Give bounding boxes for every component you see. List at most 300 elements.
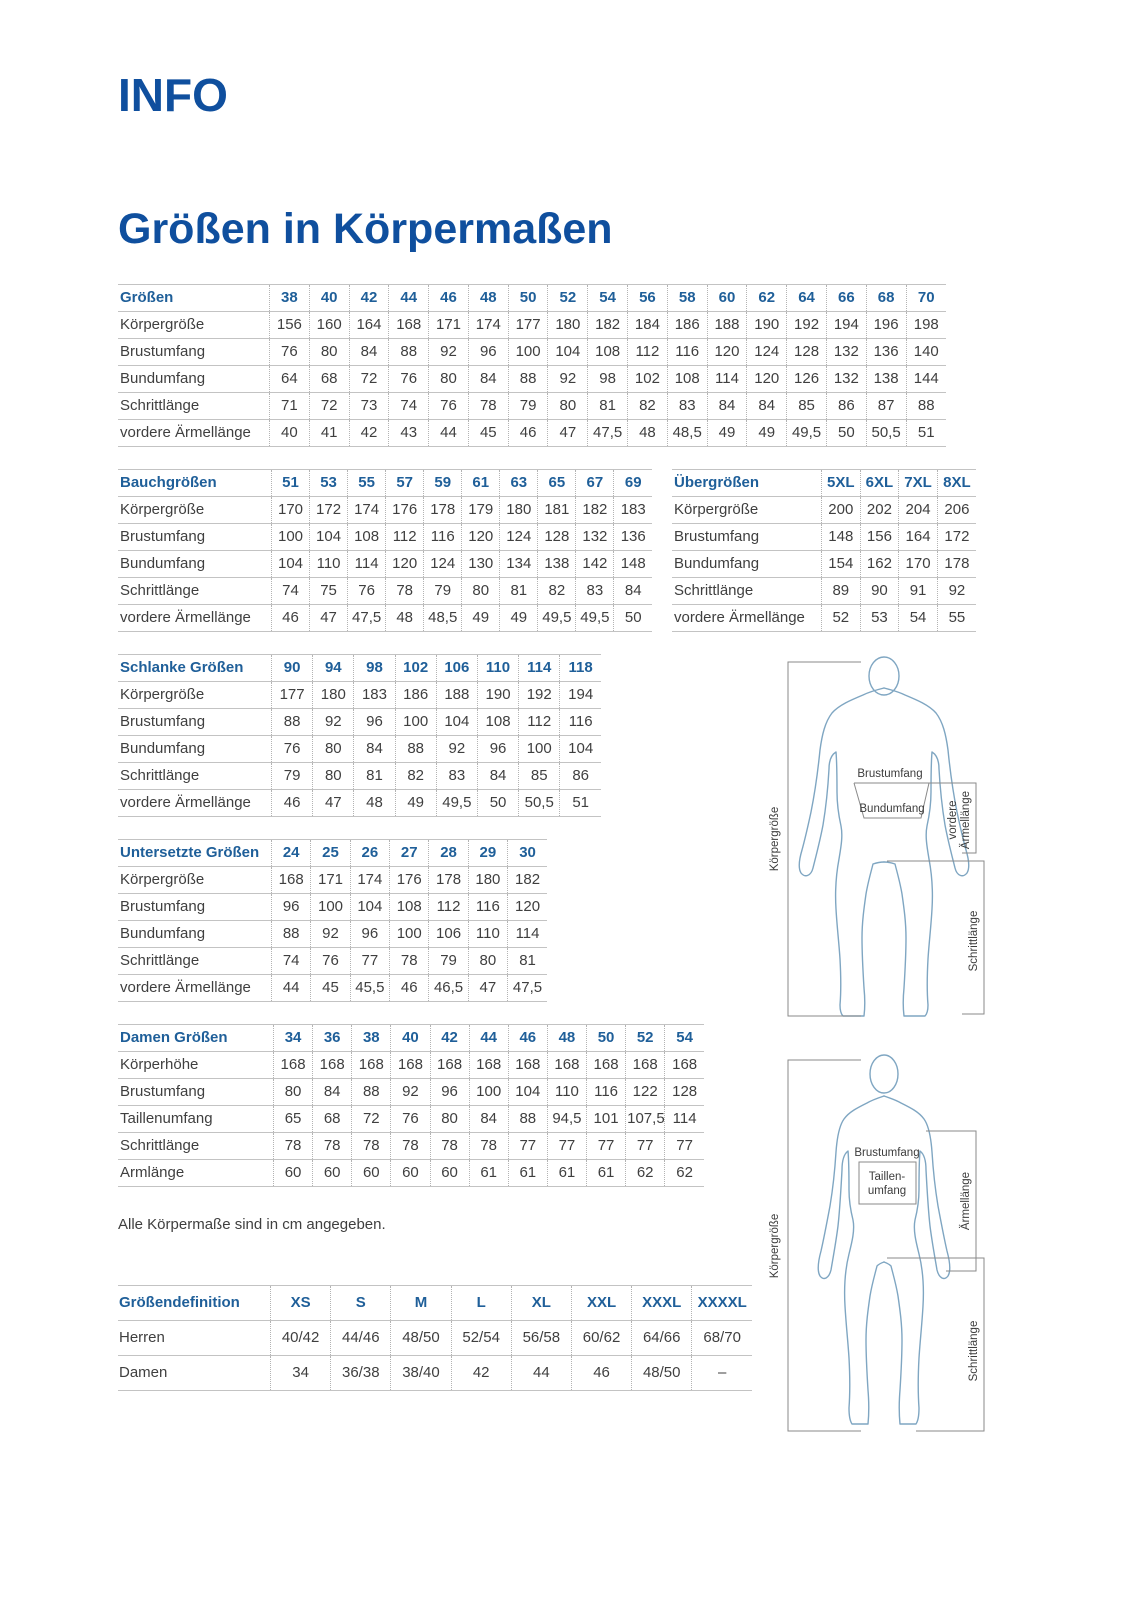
cell-value: 124 bbox=[747, 339, 787, 366]
cell-value: 75 bbox=[310, 578, 348, 605]
cell-value: 180 bbox=[468, 867, 507, 894]
cell-value: 62 bbox=[626, 1160, 665, 1187]
row-label: Körpergröße bbox=[118, 867, 272, 894]
cell-value: 107,5 bbox=[626, 1106, 665, 1133]
table-row bbox=[118, 551, 652, 578]
cell-value: 186 bbox=[395, 682, 436, 709]
cell-value: 47 bbox=[548, 420, 588, 447]
cell-value: 148 bbox=[614, 551, 652, 578]
taillenumfang-box bbox=[859, 1162, 916, 1204]
cell-value: 48 bbox=[386, 605, 424, 632]
cell-value: 76 bbox=[391, 1106, 430, 1133]
cell-value: 160 bbox=[309, 312, 349, 339]
cell-value: 48/50 bbox=[391, 1321, 451, 1356]
cell-value: 88 bbox=[906, 393, 946, 420]
cell-value: 154 bbox=[822, 551, 861, 578]
size-column-header: 106 bbox=[436, 655, 477, 682]
size-column-header: 40 bbox=[309, 285, 349, 312]
cell-value: 90 bbox=[860, 578, 899, 605]
row-label: Bundumfang bbox=[118, 736, 272, 763]
size-column-header: 69 bbox=[614, 470, 652, 497]
cell-value: 50 bbox=[477, 790, 518, 817]
row-label: vordere Ärmellänge bbox=[118, 420, 270, 447]
size-column-header: 58 bbox=[667, 285, 707, 312]
cell-value: 136 bbox=[866, 339, 906, 366]
cell-value: 96 bbox=[477, 736, 518, 763]
female-measure-lines bbox=[788, 1060, 984, 1431]
cell-value: 188 bbox=[707, 312, 747, 339]
cell-value: 168 bbox=[508, 1052, 547, 1079]
table-untersetzte-groessen bbox=[118, 839, 547, 1002]
taillenumfang-label-line2: umfang bbox=[867, 1185, 907, 1197]
cell-value: 47,5 bbox=[588, 420, 628, 447]
cell-value: 77 bbox=[350, 948, 389, 975]
cell-value: 60 bbox=[313, 1160, 352, 1187]
cell-value: 80 bbox=[468, 948, 507, 975]
cell-value: 48,5 bbox=[424, 605, 462, 632]
size-column-header: 25 bbox=[311, 840, 350, 867]
cell-value: 89 bbox=[822, 578, 861, 605]
cell-value: 178 bbox=[424, 497, 462, 524]
size-column-header: 40 bbox=[391, 1025, 430, 1052]
cell-value: 68 bbox=[313, 1106, 352, 1133]
cell-value: 88 bbox=[272, 709, 313, 736]
cell-value: 41 bbox=[309, 420, 349, 447]
cell-value: 177 bbox=[272, 682, 313, 709]
cell-value: 96 bbox=[350, 921, 389, 948]
cell-value: 104 bbox=[508, 1079, 547, 1106]
cell-value: 200 bbox=[822, 497, 861, 524]
cell-value: 92 bbox=[436, 736, 477, 763]
table-bauchgroessen bbox=[118, 469, 652, 632]
table-header-row bbox=[118, 1025, 704, 1052]
male-figure-diagram bbox=[766, 646, 996, 1018]
row-label: Taillenumfang bbox=[118, 1106, 274, 1133]
cell-value: 72 bbox=[309, 393, 349, 420]
cell-value: 77 bbox=[508, 1133, 547, 1160]
size-column-header: 55 bbox=[348, 470, 386, 497]
cell-value: 80 bbox=[430, 1106, 469, 1133]
cell-value: 196 bbox=[866, 312, 906, 339]
cell-value: 168 bbox=[547, 1052, 586, 1079]
cell-value: 64/66 bbox=[632, 1321, 692, 1356]
cell-value: 50,5 bbox=[866, 420, 906, 447]
cell-value: 87 bbox=[866, 393, 906, 420]
cell-value: 96 bbox=[272, 894, 311, 921]
cell-value: 74 bbox=[389, 393, 429, 420]
table-row bbox=[118, 921, 547, 948]
koerpergroesse-label: Körpergröße bbox=[769, 1213, 781, 1279]
size-column-header: 46 bbox=[429, 285, 469, 312]
brustumfang-label: Brustumfang bbox=[857, 768, 923, 780]
cell-value: 130 bbox=[462, 551, 500, 578]
cell-value: 108 bbox=[390, 894, 429, 921]
female-figure-outline bbox=[818, 1055, 950, 1424]
cell-value: 61 bbox=[508, 1160, 547, 1187]
table-title: Untersetzte Größen bbox=[118, 840, 272, 867]
table-row bbox=[672, 605, 976, 632]
table-title: Größen bbox=[118, 285, 270, 312]
size-column-header: 52 bbox=[626, 1025, 665, 1052]
size-column-header: 44 bbox=[469, 1025, 508, 1052]
cell-value: 104 bbox=[272, 551, 310, 578]
cell-value: 61 bbox=[587, 1160, 626, 1187]
row-label: Damen bbox=[118, 1356, 271, 1391]
size-column-header: S bbox=[331, 1286, 391, 1321]
table-row bbox=[118, 420, 946, 447]
cell-value: 54 bbox=[899, 605, 938, 632]
size-column-header: 98 bbox=[354, 655, 395, 682]
cell-value: 44 bbox=[272, 975, 311, 1002]
cell-value: 76 bbox=[311, 948, 350, 975]
size-column-header: 48 bbox=[547, 1025, 586, 1052]
cell-value: 48 bbox=[628, 420, 668, 447]
cell-value: 168 bbox=[313, 1052, 352, 1079]
cell-value: 78 bbox=[313, 1133, 352, 1160]
page-title: Größen in Körpermaßen bbox=[118, 205, 613, 253]
cell-value: 48/50 bbox=[632, 1356, 692, 1391]
cell-value: 116 bbox=[587, 1079, 626, 1106]
cell-value: 114 bbox=[348, 551, 386, 578]
table-row bbox=[118, 736, 601, 763]
brustumfang-label: Brustumfang bbox=[854, 1147, 920, 1159]
size-column-header: 54 bbox=[665, 1025, 704, 1052]
cell-value: 49,5 bbox=[436, 790, 477, 817]
cell-value: 83 bbox=[667, 393, 707, 420]
cell-value: 116 bbox=[667, 339, 707, 366]
cell-value: 120 bbox=[707, 339, 747, 366]
cell-value: 124 bbox=[500, 524, 538, 551]
row-label: Schrittlänge bbox=[118, 763, 272, 790]
cell-value: 180 bbox=[548, 312, 588, 339]
table-row bbox=[118, 763, 601, 790]
table-header-row bbox=[118, 655, 601, 682]
cell-value: 81 bbox=[354, 763, 395, 790]
male-figure-outline bbox=[799, 657, 969, 1016]
cell-value: 192 bbox=[519, 682, 560, 709]
row-label: Bundumfang bbox=[672, 551, 822, 578]
table-row bbox=[118, 975, 547, 1002]
cell-value: 206 bbox=[937, 497, 976, 524]
size-column-header: 60 bbox=[707, 285, 747, 312]
cell-value: 50 bbox=[826, 420, 866, 447]
table-header-row bbox=[118, 840, 547, 867]
cell-value: 182 bbox=[588, 312, 628, 339]
table-header-row bbox=[118, 470, 652, 497]
table-title: Übergrößen bbox=[672, 470, 822, 497]
table-row bbox=[118, 709, 601, 736]
cell-value: 140 bbox=[906, 339, 946, 366]
table-row bbox=[118, 605, 652, 632]
cell-value: 98 bbox=[588, 366, 628, 393]
cell-value: 78 bbox=[274, 1133, 313, 1160]
units-note: Alle Körpermaße sind in cm angegeben. bbox=[118, 1216, 386, 1233]
size-column-header: 53 bbox=[310, 470, 348, 497]
cell-value: 112 bbox=[628, 339, 668, 366]
cell-value: 51 bbox=[906, 420, 946, 447]
table-row bbox=[672, 497, 976, 524]
cell-value: 120 bbox=[386, 551, 424, 578]
table-title: Größendefinition bbox=[118, 1286, 271, 1321]
cell-value: 45 bbox=[468, 420, 508, 447]
table-header-row bbox=[118, 285, 946, 312]
cell-value: 92 bbox=[937, 578, 976, 605]
cell-value: 168 bbox=[430, 1052, 469, 1079]
cell-value: 88 bbox=[395, 736, 436, 763]
cell-value: 181 bbox=[538, 497, 576, 524]
size-column-header: 42 bbox=[430, 1025, 469, 1052]
cell-value: 172 bbox=[937, 524, 976, 551]
table-schlanke-groessen bbox=[118, 654, 601, 817]
table-row bbox=[118, 894, 547, 921]
cell-value: 174 bbox=[468, 312, 508, 339]
cell-value: 38/40 bbox=[391, 1356, 451, 1391]
cell-value: 84 bbox=[354, 736, 395, 763]
cell-value: 92 bbox=[311, 921, 350, 948]
female-figure-diagram bbox=[766, 1046, 996, 1438]
cell-value: 162 bbox=[860, 551, 899, 578]
cell-value: 84 bbox=[747, 393, 787, 420]
cell-value: 110 bbox=[310, 551, 348, 578]
cell-value: 184 bbox=[628, 312, 668, 339]
aermellaenge-label: Ärmellänge bbox=[960, 1171, 972, 1231]
row-label: Schrittlänge bbox=[118, 1133, 274, 1160]
cell-value: 44 bbox=[429, 420, 469, 447]
row-label: Bundumfang bbox=[118, 551, 272, 578]
size-column-header: 59 bbox=[424, 470, 462, 497]
cell-value: 76 bbox=[429, 393, 469, 420]
cell-value: 114 bbox=[707, 366, 747, 393]
measurement-table bbox=[118, 1024, 704, 1187]
row-label: Bundumfang bbox=[118, 366, 270, 393]
cell-value: 116 bbox=[424, 524, 462, 551]
cell-value: 34 bbox=[271, 1356, 331, 1391]
row-label: Brustumfang bbox=[118, 1079, 274, 1106]
row-label: vordere Ärmellänge bbox=[118, 975, 272, 1002]
cell-value: 190 bbox=[477, 682, 518, 709]
cell-value: 96 bbox=[430, 1079, 469, 1106]
cell-value: 168 bbox=[391, 1052, 430, 1079]
cell-value: 192 bbox=[787, 312, 827, 339]
size-column-header: 44 bbox=[389, 285, 429, 312]
row-label: Schrittlänge bbox=[672, 578, 822, 605]
row-label: Körperhöhe bbox=[118, 1052, 274, 1079]
size-column-header: M bbox=[391, 1286, 451, 1321]
table-title: Damen Größen bbox=[118, 1025, 274, 1052]
row-label: Schrittlänge bbox=[118, 393, 270, 420]
cell-value: 84 bbox=[349, 339, 389, 366]
cell-value: 42 bbox=[349, 420, 389, 447]
table-row bbox=[118, 682, 601, 709]
cell-value: 182 bbox=[508, 867, 547, 894]
cell-value: 86 bbox=[560, 763, 601, 790]
cell-value: 77 bbox=[547, 1133, 586, 1160]
cell-value: 49,5 bbox=[538, 605, 576, 632]
table-row bbox=[118, 1052, 704, 1079]
table-title: Bauchgrößen bbox=[118, 470, 272, 497]
size-column-header: L bbox=[451, 1286, 511, 1321]
cell-value: 188 bbox=[436, 682, 477, 709]
row-label: Herren bbox=[118, 1321, 271, 1356]
cell-value: 78 bbox=[391, 1133, 430, 1160]
cell-value: 190 bbox=[747, 312, 787, 339]
size-column-header: 34 bbox=[274, 1025, 313, 1052]
cell-value: 79 bbox=[508, 393, 548, 420]
cell-value: 112 bbox=[429, 894, 468, 921]
size-column-header: 27 bbox=[390, 840, 429, 867]
size-column-header: 38 bbox=[270, 285, 310, 312]
table-row bbox=[118, 1079, 704, 1106]
cell-value: 79 bbox=[429, 948, 468, 975]
cell-value: 36/38 bbox=[331, 1356, 391, 1391]
cell-value: 82 bbox=[538, 578, 576, 605]
cell-value: 60/62 bbox=[571, 1321, 631, 1356]
row-label: Körpergröße bbox=[672, 497, 822, 524]
size-column-header: 90 bbox=[272, 655, 313, 682]
cell-value: 56/58 bbox=[511, 1321, 571, 1356]
cell-value: 168 bbox=[352, 1052, 391, 1079]
cell-value: – bbox=[692, 1356, 752, 1391]
cell-value: 74 bbox=[272, 948, 311, 975]
cell-value: 91 bbox=[899, 578, 938, 605]
size-column-header: 51 bbox=[272, 470, 310, 497]
cell-value: 176 bbox=[386, 497, 424, 524]
cell-value: 84 bbox=[469, 1106, 508, 1133]
cell-value: 92 bbox=[548, 366, 588, 393]
size-column-header: 66 bbox=[826, 285, 866, 312]
cell-value: 104 bbox=[560, 736, 601, 763]
cell-value: 47 bbox=[468, 975, 507, 1002]
cell-value: 52/54 bbox=[451, 1321, 511, 1356]
cell-value: 44/46 bbox=[331, 1321, 391, 1356]
row-label: Körpergröße bbox=[118, 682, 272, 709]
cell-value: 138 bbox=[538, 551, 576, 578]
cell-value: 96 bbox=[354, 709, 395, 736]
cell-value: 60 bbox=[391, 1160, 430, 1187]
cell-value: 61 bbox=[469, 1160, 508, 1187]
row-label: Armlänge bbox=[118, 1160, 274, 1187]
cell-value: 78 bbox=[430, 1133, 469, 1160]
page-kicker: INFO bbox=[118, 69, 228, 121]
cell-value: 170 bbox=[899, 551, 938, 578]
cell-value: 85 bbox=[519, 763, 560, 790]
cell-value: 168 bbox=[389, 312, 429, 339]
size-column-header: 5XL bbox=[822, 470, 861, 497]
cell-value: 168 bbox=[626, 1052, 665, 1079]
size-column-header: 67 bbox=[576, 470, 614, 497]
cell-value: 174 bbox=[348, 497, 386, 524]
cell-value: 100 bbox=[272, 524, 310, 551]
cell-value: 40/42 bbox=[271, 1321, 331, 1356]
cell-value: 126 bbox=[787, 366, 827, 393]
cell-value: 120 bbox=[462, 524, 500, 551]
cell-value: 148 bbox=[822, 524, 861, 551]
cell-value: 186 bbox=[667, 312, 707, 339]
cell-value: 45 bbox=[311, 975, 350, 1002]
cell-value: 204 bbox=[899, 497, 938, 524]
table-row bbox=[118, 948, 547, 975]
cell-value: 179 bbox=[462, 497, 500, 524]
cell-value: 80 bbox=[274, 1079, 313, 1106]
cell-value: 100 bbox=[390, 921, 429, 948]
size-column-header: 114 bbox=[519, 655, 560, 682]
row-label: vordere Ärmellänge bbox=[118, 605, 272, 632]
cell-value: 80 bbox=[429, 366, 469, 393]
cell-value: 100 bbox=[311, 894, 350, 921]
cell-value: 132 bbox=[826, 366, 866, 393]
size-column-header: 54 bbox=[588, 285, 628, 312]
cell-value: 112 bbox=[386, 524, 424, 551]
cell-value: 178 bbox=[937, 551, 976, 578]
cell-value: 80 bbox=[548, 393, 588, 420]
cell-value: 78 bbox=[390, 948, 429, 975]
taillenumfang-label-line1: Taillen- bbox=[868, 1171, 906, 1183]
cell-value: 104 bbox=[548, 339, 588, 366]
cell-value: 182 bbox=[576, 497, 614, 524]
cell-value: 132 bbox=[826, 339, 866, 366]
cell-value: 124 bbox=[424, 551, 462, 578]
cell-value: 49 bbox=[395, 790, 436, 817]
size-column-header: 42 bbox=[349, 285, 389, 312]
cell-value: 46 bbox=[390, 975, 429, 1002]
cell-value: 46 bbox=[272, 605, 310, 632]
cell-value: 180 bbox=[313, 682, 354, 709]
size-column-header: 7XL bbox=[899, 470, 938, 497]
cell-value: 45,5 bbox=[350, 975, 389, 1002]
row-label: Körpergröße bbox=[118, 497, 272, 524]
cell-value: 194 bbox=[560, 682, 601, 709]
cell-value: 78 bbox=[352, 1133, 391, 1160]
table-row bbox=[118, 393, 946, 420]
cell-value: 60 bbox=[352, 1160, 391, 1187]
cell-value: 134 bbox=[500, 551, 538, 578]
cell-value: 183 bbox=[614, 497, 652, 524]
cell-value: 183 bbox=[354, 682, 395, 709]
size-column-header: 61 bbox=[462, 470, 500, 497]
row-label: vordere Ärmellänge bbox=[672, 605, 822, 632]
cell-value: 177 bbox=[508, 312, 548, 339]
size-column-header: XXL bbox=[571, 1286, 631, 1321]
table-row bbox=[118, 578, 652, 605]
cell-value: 79 bbox=[424, 578, 462, 605]
table-groessen bbox=[118, 284, 946, 447]
cell-value: 164 bbox=[899, 524, 938, 551]
cell-value: 100 bbox=[395, 709, 436, 736]
cell-value: 49 bbox=[462, 605, 500, 632]
size-column-header: 8XL bbox=[937, 470, 976, 497]
cell-value: 156 bbox=[860, 524, 899, 551]
cell-value: 47 bbox=[313, 790, 354, 817]
cell-value: 94,5 bbox=[547, 1106, 586, 1133]
cell-value: 82 bbox=[628, 393, 668, 420]
size-column-header: 28 bbox=[429, 840, 468, 867]
measurement-table bbox=[118, 839, 547, 1002]
cell-value: 168 bbox=[469, 1052, 508, 1079]
size-column-header: 70 bbox=[906, 285, 946, 312]
measurement-table bbox=[118, 654, 601, 817]
cell-value: 180 bbox=[500, 497, 538, 524]
cell-value: 172 bbox=[310, 497, 348, 524]
cell-value: 100 bbox=[508, 339, 548, 366]
cell-value: 80 bbox=[462, 578, 500, 605]
cell-value: 46,5 bbox=[429, 975, 468, 1002]
cell-value: 108 bbox=[348, 524, 386, 551]
cell-value: 170 bbox=[272, 497, 310, 524]
table-row bbox=[118, 1160, 704, 1187]
size-column-header: 65 bbox=[538, 470, 576, 497]
cell-value: 100 bbox=[519, 736, 560, 763]
cell-value: 84 bbox=[614, 578, 652, 605]
